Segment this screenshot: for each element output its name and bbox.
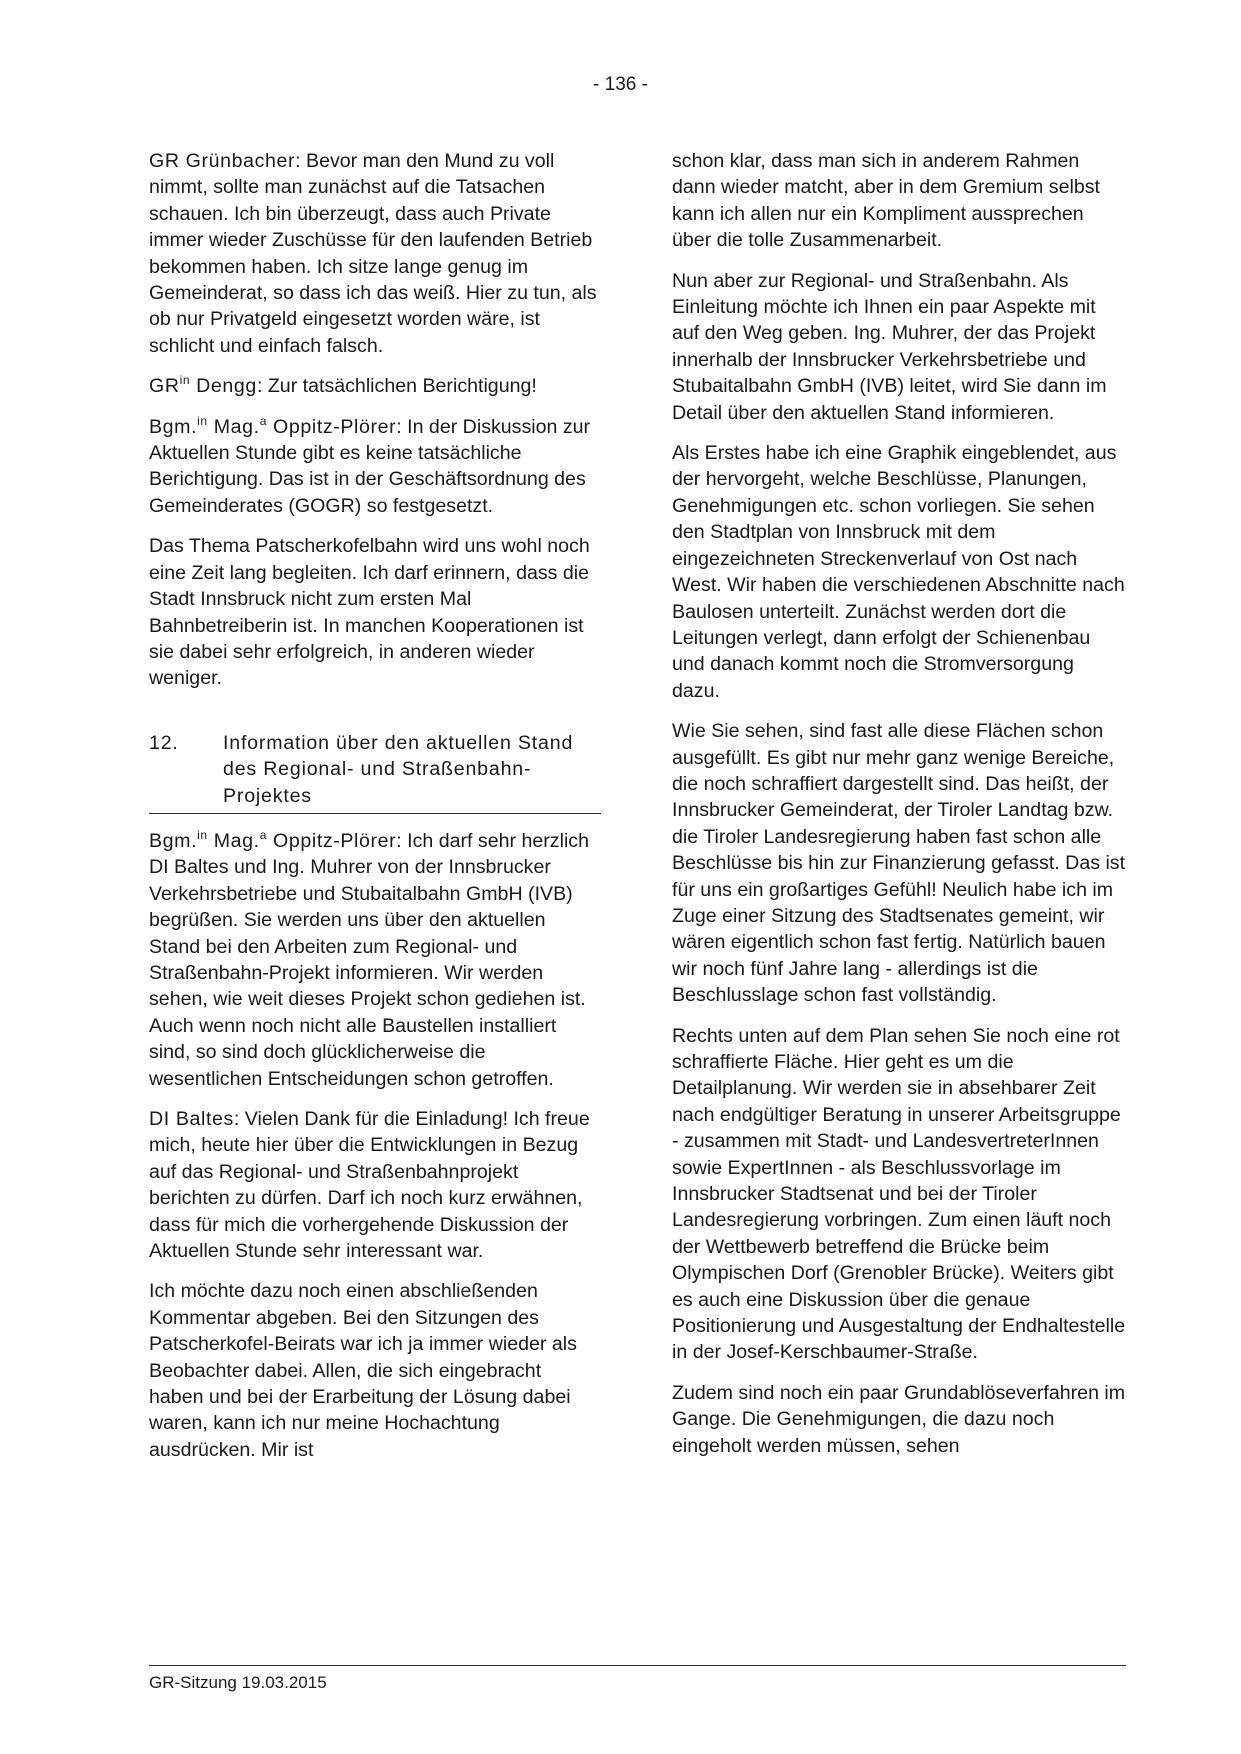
- section-number: 12.: [149, 731, 179, 754]
- speaker-name: Bgm.$^{in}$ Mag.$^a$ Oppitz-Plörer: [149, 827, 397, 852]
- paragraph-text: : Zur tatsächlichen Berichtigung!: [256, 375, 537, 398]
- speaker-name: GR Grünbacher: [149, 150, 296, 172]
- section-title: Information über den aktuellen Stand des Regional- und Straßenbahn-Projektes: [223, 731, 574, 807]
- paragraph-patscherkofelbahn: Das Thema Patscherkofelbahn wird uns wohl noch eine Zeit lang begleiten. Ich darf erinnern, dass die Stadt Innsbruck nicht zum ersten Mal Bahnbetreiberin ist. In manchen Kooperationen ist sie dabei sehr erfolgreich, in anderen wieder weniger.: [149, 535, 590, 690]
- paragraph-grundabloese: Zudem sind noch ein paar Grundablöseverfahren im Gange. Die Genehmigungen, die dazu noch eingeholt werden müssen, sehen: [672, 1381, 1126, 1457]
- paragraph-text: : In der Diskussion zur Aktuellen Stunde gibt es keine tatsächliche Berichtigung. Das ist in der Geschäftsordnung des Gemeinderates (GOGR) so festgesetzt.: [149, 415, 591, 517]
- paragraph-gruenbacher: [149, 148, 601, 359]
- speaker-name: $GR^{in}$ Dengg: [149, 373, 257, 398]
- paragraph-baltes-1: [149, 1106, 601, 1264]
- paragraph-oppitz-ploerer-1: [149, 414, 601, 520]
- speaker-name: Bgm.$^{in}$ Mag.$^a$ Oppitz-Plörer: [149, 413, 397, 438]
- footer-session-date: GR-Sitzung 19.03.2015: [149, 1673, 327, 1692]
- paragraph-graphik: Als Erstes habe ich eine Graphik eingeblendet, aus der hervorgeht, welche Beschlüsse, Planungen, Genehmigungen etc. schon vorliegen. Sie sehen den Stadtplan von Innsbruck mit dem eingezeichneten Streckenverlauf von Ost nach West. Wir haben die verschiedenen Abschnitte nach Baulosen unterteilt. Zunächst werden dort die Leitungen verlegt, dann erfolgt der Schienenbau und danach kommt noch die Stromversorgung dazu.: [672, 442, 1125, 702]
- footer-divider: [149, 1665, 1126, 1666]
- paragraph-detailplanung: Rechts unten auf dem Plan sehen Sie noch eine rot schraffierte Fläche. Hier geht es um die Detailplanung. Wir werden sie in absehbarer Zeit nach endgültiger Beratung in unserer Arbeitsgruppe - zusammen mit Stadt- und LandesvertreterInnen sowie ExpertInnen - als Beschlussvorlage im Innsbrucker Stadtsenat und bei der Tiroler Landesregierung vorbringen. Zum einen läuft noch der Wettbewerb betreffend die Brücke beim Olympischen Dorf (Grenobler Brücke). Weiters gibt es auch eine Diskussion über die genaue Positionierung und Ausgestaltung der Endhaltestelle in der Josef-Kerschbaumer-Straße.: [672, 1024, 1126, 1364]
- paragraph-regionalbahn-intro: Nun aber zur Regional- und Straßenbahn. Als Einleitung möchte ich Ihnen ein paar Aspekte mit auf den Weg geben. Ing. Muhrer, der das Projekt innerhalb der Innsbrucker Verkehrsbetriebe und Stubaitalbahn GmbH (IVB) leitet, wird Sie dann im Detail über den aktuellen Stand informieren.: [672, 269, 1107, 424]
- paragraph-continued: schon klar, dass man sich in anderem Rahmen dann wieder matcht, aber in dem Gremium selbst kann ich allen nur ein Kompliment aussprechen über die tolle Zusammenarbeit.: [672, 150, 1100, 252]
- paragraph-flaechen: Wie Sie sehen, sind fast alle diese Flächen schon ausgefüllt. Es gibt nur mehr ganz wenige Bereiche, die noch schraffiert dargestellt sind. Das heißt, der Innsbrucker Gemeinderat, der Tiroler Landtag bzw. die Tiroler Landesregierung haben fast schon alle Beschlüsse bis hin zur Finanzierung gefasst. Das ist für uns ein großartiges Gefühl! Neulich habe ich im Zuge einer Sitzung des Stadtsenates gemeint, wir wären eigentlich schon fast fertig. Natürlich bauen wir noch fünf Jahre lang - allerdings ist die Beschlusslage schon fast vollständig.: [672, 720, 1126, 1007]
- page-number: - 136 -: [593, 74, 648, 95]
- paragraph-dengg: [149, 373, 601, 399]
- paragraph-text: : Vielen Dank für die Einladung! Ich freue mich, heute hier über die Entwicklungen in Bezug auf das Regional- und Straßenbahnprojekt berichten zu dürfen. Darf ich noch kurz erwähnen, dass für mich die vorhergehende Diskussion der Aktuellen Stunde sehr interessant war.: [149, 1108, 590, 1263]
- right-column: [672, 148, 1126, 1473]
- speaker-name: DI Baltes: [149, 1108, 234, 1130]
- paragraph-text: : Bevor man den Mund zu voll nimmt, sollte man zunächst auf die Tatsachen schauen. Ich bin überzeugt, dass auch Private immer wieder Zuschüsse für den laufenden Betrieb bekommen haben. Ich sitze lange genug im Gemeinderat, so dass ich das weiß. Hier zu tun, als ob nur Privatgeld eingesetzt worden wäre, ist schlicht und einfach falsch.: [149, 150, 597, 357]
- paragraph-text: : Ich darf sehr herzlich DI Baltes und Ing. Muhrer von der Innsbrucker Verkehrsbetriebe und Stubaitalbahn GmbH (IVB) begrüßen. Sie werden uns über den aktuellen Stand bei den Arbeiten zum Regional- und Straßenbahn-Projekt informieren. Wir werden sehen, wie weit dieses Projekt schon gediehen ist. Auch wenn noch nicht alle Baustellen installiert sind, so sind doch glücklicherweise die wesentlichen Entscheidungen schon getroffen.: [149, 829, 590, 1090]
- paragraph-baltes-2: Ich möchte dazu noch einen abschließenden Kommentar abgeben. Bei den Sitzungen des Patscherkofel-Beirats war ich ja immer wieder als Beobachter dabei. Allen, die sich eingebracht haben und bei der Erarbeitung der Lösung dabei waren, kann ich nur meine Hochachtung ausdrücken. Mir ist: [149, 1280, 577, 1461]
- left-column: [149, 148, 601, 1477]
- paragraph-oppitz-ploerer-2: [149, 828, 601, 1092]
- section-heading: [149, 730, 601, 814]
